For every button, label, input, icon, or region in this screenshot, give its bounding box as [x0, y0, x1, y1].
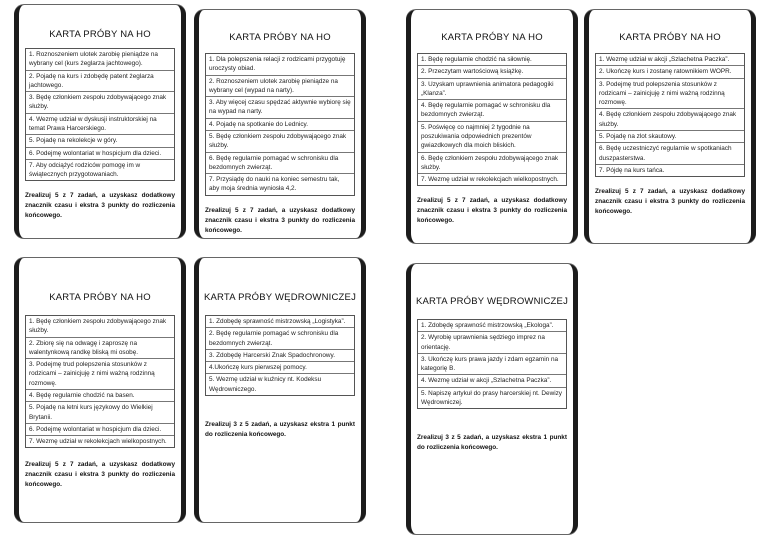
list-item: 3. Uzyskam uprawnienia animatora pedagogiki „Klanza”.: [418, 79, 566, 101]
card-title: KARTA PRÓBY WĘDROWNICZEJ: [415, 296, 569, 307]
task-list: [417, 53, 567, 186]
list-item: 1. Roznoszeniem ulotek zarobię pieniądze na wybrany cel (kurs żeglarza jachtowego).: [26, 49, 174, 71]
list-item: 1. Będę regularnie chodzić na siłownię.: [418, 54, 566, 66]
list-item: 7. Pójdę na kurs tańca.: [599, 166, 665, 174]
card-footer: Zrealizuj 5 z 7 zadań, a uzyskasz dodatkowy znacznik czasu i ekstra 3 punkty do rozliczenia końcowego.: [25, 192, 175, 220]
list-item: 4. Będę członkiem zespołu zdobywającego znak służby.: [596, 109, 744, 131]
task-card-3: [406, 10, 578, 243]
list-item: 4. Wezmę udział w dyskusji instruktorskiej na temat Prawa Harcerskiego.: [26, 114, 174, 136]
list-item: 6. Podejmę wolontariat w hospicjum dla dzieci.: [26, 424, 174, 436]
list-item: 1. Dla polepszenia relacji z rodzicami przygotuję uroczysty obiad.: [206, 54, 354, 76]
task-list: [25, 48, 175, 181]
list-item: 4. Będę regularnie pomagać w schronisku dla bezdomnych zwierząt.: [418, 100, 566, 122]
task-card-1: [14, 5, 186, 238]
card-title: KARTA PRÓBY NA HO: [229, 32, 331, 43]
card-footer: Zrealizuj 3 z 5 zadań, a uzyskasz ekstra 1 punkt do rozliczenia końcowego.: [205, 420, 355, 438]
list-item: 1. Zdobędę sprawność mistrzowską „Logistyka”.: [206, 316, 354, 328]
list-item: 2. Zbiorę się na odwagę i zaproszę na walentynkową randkę bliską mi osobę.: [26, 338, 174, 360]
card-title: KARTA PRÓBY NA HO: [441, 32, 543, 43]
card-title: KARTA PRÓBY WĘDROWNICZEJ: [203, 292, 357, 303]
list-item: 5. Poświęcę co najmniej 2 tygodnie na poszukiwania odpowiednich prezentów gwiazdkowych dla moich bliskich.: [418, 122, 566, 153]
list-item: 6. Podejmę wolontariat w hospicjum dla dzieci.: [26, 148, 174, 160]
list-item: 3. Ukończę kurs prawa jazdy i zdam egzamin na kategorię B.: [418, 354, 566, 376]
card-footer: Zrealizuj 5 z 7 zadań, a uzyskasz dodatkowy znacznik czasu i ekstra 3 punkty do rozliczenia końcowego.: [417, 197, 567, 225]
card-footer: Zrealizuj 5 z 7 zadań, a uzyskasz dodatkowy znacznik czasu i ekstra 3 punkty do rozliczenia końcowego.: [205, 206, 355, 234]
list-item: 6. Będę regularnie pomagać w schronisku dla bezdomnych zwierząt.: [206, 153, 354, 175]
list-item: 3. Podejmę trud polepszenia stosunków z rodzicami – zainicjuję z nimi ważną rodzinną rozmowę.: [596, 79, 744, 110]
card-footer: Zrealizuj 5 z 7 zadań, a uzyskasz dodatkowy znacznik czasu i ekstra 3 punkty do rozliczenia końcowego.: [595, 188, 745, 215]
list-item: 7. Aby odciążyć rodziców pomogę im w świątecznych przygotowaniach.: [29, 161, 141, 179]
list-item: 4. Będę regularnie chodzić na basen.: [26, 390, 174, 402]
list-item: 1. Będę członkiem zespołu zdobywającego znak służby.: [26, 316, 174, 338]
list-item: 1. Wezmę udział w akcji „Szlachetna Paczka”.: [596, 54, 744, 66]
list-item: 2. Ukończę kurs i zostanę ratownikiem WOPR.: [596, 66, 744, 78]
list-item: 5. Napiszę artykuł do prasy harcerskiej nt. Dewizy Wędrowniczej.: [421, 389, 563, 406]
card-footer: Zrealizuj 3 z 5 zadań, a uzyskasz ekstra 1 punkt do rozliczenia końcowego.: [417, 434, 567, 452]
list-item: 3. Będę członkiem zespołu zdobywającego znak służby.: [26, 92, 174, 114]
task-list: [417, 319, 567, 409]
list-item: 6. Będę uczestniczyć regularnie w spotkaniach duszpasterstwa.: [596, 143, 744, 165]
task-card-5: [14, 258, 186, 522]
list-item: 6. Będę członkiem zespołu zdobywającego znak służby.: [418, 153, 566, 175]
list-item: 5. Pojadę na letni kurs językowy do Wielkiej Brytanii.: [26, 402, 174, 424]
list-item: 2. Wyrobię uprawnienia sędziego imprez na orientację.: [418, 332, 566, 354]
list-item: 2. Będę regularnie pomagać w schronisku dla bezdomnych zwierząt.: [206, 328, 354, 350]
task-list: [205, 53, 355, 196]
task-list: [205, 315, 355, 396]
card-footer: Zrealizuj 5 z 7 zadań, a uzyskasz dodatkowy znacznik czasu i ekstra 3 punkty do rozliczenia końcowego.: [25, 461, 175, 489]
card-title: KARTA PRÓBY NA HO: [49, 29, 151, 40]
list-item: 5. Będę członkiem zespołu zdobywającego znak służby.: [206, 131, 354, 153]
list-item: 4. Wezmę udział w akcji „Szlachetna Paczka”.: [418, 375, 566, 387]
list-item: 2. Pojadę na kurs i zdobędę patent żeglarza jachtowego.: [26, 71, 174, 93]
task-list: [595, 53, 745, 177]
task-card-6: [194, 258, 366, 522]
list-item: 4.Ukończę kurs pierwszej pomocy.: [206, 362, 354, 374]
task-card-4: [584, 10, 756, 243]
card-title: KARTA PRÓBY NA HO: [49, 292, 151, 303]
list-item: 3. Podejmę trud polepszenia stosunków z rodzicami – zainicjuję z nimi ważną rodzinną rozmowę.: [26, 359, 174, 390]
list-item: 7. Wezmę udział w rekolekcjach wielkopostnych.: [421, 176, 559, 184]
list-item: 5. Pojadę na zlot skautowy.: [596, 131, 744, 143]
card-title: KARTA PRÓBY NA HO: [619, 32, 721, 43]
task-card-2: [194, 10, 366, 238]
list-item: 2. Roznoszeniem ulotek zarobię pieniądze na wybrany cel (wypad na narty).: [206, 76, 354, 98]
list-item: 4. Pojadę na spotkanie do Lednicy.: [206, 119, 354, 131]
list-item: 5. Pojadę na rekolekcje w góry.: [26, 135, 174, 147]
list-item: 7. Przysiądę do nauki na koniec semestru tak, aby moja średnia wyniosła 4,2.: [209, 176, 340, 193]
list-item: 5. Wezmę udział w kuźnicy nt. Kodeksu Wędrowniczego.: [209, 376, 322, 393]
task-list: [25, 315, 175, 448]
list-item: 2. Przeczytam wartościową książkę.: [418, 66, 566, 78]
list-item: 3. Aby więcej czasu spędzać aktywnie wybiorę się na wypad na narty.: [206, 97, 354, 119]
list-item: 7. Wezmę udział w rekolekcjach wielkopostnych.: [29, 438, 167, 446]
task-card-7: [406, 264, 578, 534]
list-item: 3. Zdobędę Harcerski Znak Spadochronowy.: [206, 350, 354, 362]
list-item: 1. Zdobędę sprawność mistrzowską „Ekologa”.: [418, 320, 566, 332]
